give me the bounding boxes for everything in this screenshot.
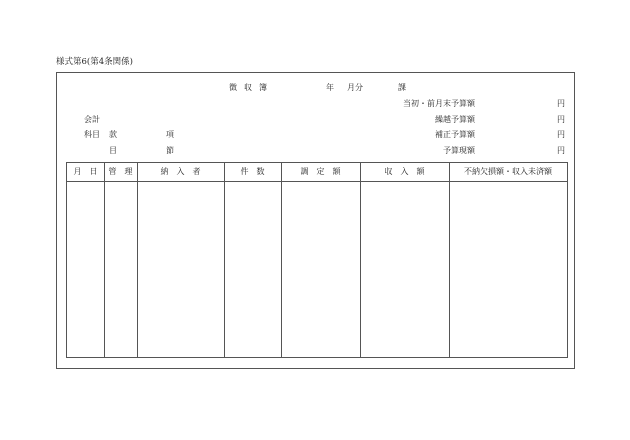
column-divider <box>281 163 282 357</box>
account-label: 会計 <box>84 115 100 124</box>
section-label: 課 <box>398 83 406 92</box>
kan-label: 款 <box>109 130 117 139</box>
kou-label: 項 <box>166 130 174 139</box>
column-divider <box>104 163 105 357</box>
header-payer: 納 入 者 <box>160 167 201 176</box>
budget-initial-unit: 円 <box>557 99 565 108</box>
budget-current-unit: 円 <box>557 146 565 155</box>
header-date: 月 日 <box>73 167 98 176</box>
year-label: 年 <box>326 83 334 92</box>
header-received-amount: 収 入 額 <box>384 167 425 176</box>
budget-supplementary-unit: 円 <box>557 130 565 139</box>
column-divider <box>449 163 450 357</box>
header-count: 件 数 <box>240 167 265 176</box>
budget-initial-label: 当初・前月末予算額 <box>403 99 475 108</box>
form-title: 徴収簿 <box>229 83 274 92</box>
month-label: 月分 <box>347 83 363 92</box>
column-divider <box>137 163 138 357</box>
budget-carryover-label: 繰越予算額 <box>435 115 475 124</box>
header-uncollected-amount: 不納欠損額・収入未済額 <box>464 167 552 176</box>
moku-label: 目 <box>109 146 117 155</box>
budget-carryover-unit: 円 <box>557 115 565 124</box>
header-management: 管 理 <box>108 167 133 176</box>
kamoku-label: 科目 <box>84 130 100 139</box>
ledger-table <box>66 162 568 358</box>
budget-supplementary-label: 補正予算額 <box>435 130 475 139</box>
budget-current-label: 予算現額 <box>443 146 475 155</box>
form-number-label: 様式第6(第4条関係) <box>56 57 133 67</box>
column-divider <box>224 163 225 357</box>
setsu-label: 節 <box>166 146 174 155</box>
column-divider <box>360 163 361 357</box>
header-assessed-amount: 調 定 額 <box>300 167 341 176</box>
